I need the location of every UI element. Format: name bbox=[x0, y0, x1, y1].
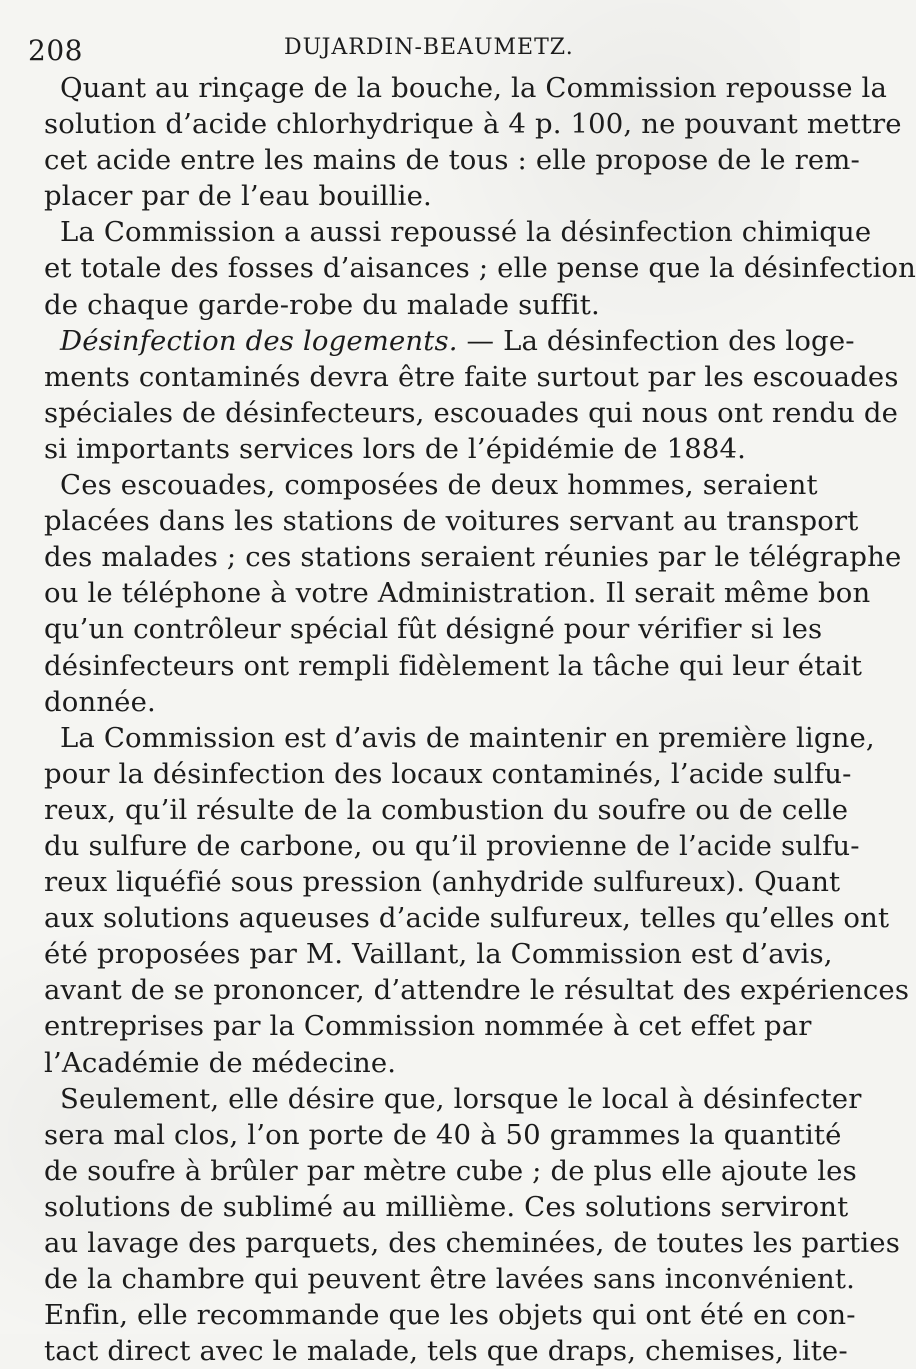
text-line: placer par de l’eau bouillie. bbox=[44, 180, 432, 213]
text-line: de soufre à brûler par mètre cube ; de plus elle ajoute les bbox=[44, 1154, 857, 1187]
text-line: tact direct avec le malade, tels que draps, chemises, lite- bbox=[44, 1335, 848, 1368]
text-line: Quant au rinçage de la bouche, la Commission repousse la bbox=[60, 72, 887, 104]
text-line: reux, qu’il résulte de la combustion du soufre ou de celle bbox=[44, 793, 849, 826]
text-line: La Commission est d’avis de maintenir en première ligne, bbox=[60, 721, 875, 754]
text-line: l’Académie de médecine. bbox=[44, 1046, 397, 1079]
text-line: ou le téléphone à votre Administration. Il serait même bon bbox=[44, 577, 871, 610]
text-line: pour la désinfection des locaux contaminés, l’acide sulfu- bbox=[44, 757, 852, 790]
text-line: qu’un contrôleur spécial fût désigné pour vérifier si les bbox=[44, 613, 823, 646]
text-line: placées dans les stations de voitures servant au transport bbox=[44, 505, 859, 538]
text-line: La Commission a aussi repoussé la désinfection chimique bbox=[60, 216, 872, 249]
running-head: DUJARDIN-BEAUMETZ. bbox=[284, 35, 574, 60]
text-line: Enfin, elle recommande que les objets qui ont été en con- bbox=[44, 1299, 856, 1332]
text-line: Seulement, elle désire que, lorsque le local à désinfecter bbox=[60, 1082, 862, 1115]
text-line: été proposées par M. Vaillant, la Commission est d’avis, bbox=[44, 938, 833, 971]
page-header bbox=[28, 28, 768, 68]
text-line: et totale des fosses d’aisances ; elle pense que la désinfection bbox=[44, 252, 916, 285]
text-line: Ces escouades, composées de deux hommes, seraient bbox=[60, 469, 818, 502]
text-line: solution d’acide chlorhydrique à 4 p. 100, ne pouvant mettre bbox=[44, 108, 902, 141]
text-line: avant de se prononcer, d’attendre le résultat des expériences bbox=[44, 974, 910, 1007]
section-heading-line bbox=[44, 323, 855, 359]
body-text bbox=[44, 70, 916, 1369]
text-line: aux solutions aqueuses d’acide sulfureux, telles qu’elles ont bbox=[44, 902, 890, 935]
section-heading-rest: — La désinfection des loge- bbox=[457, 324, 855, 357]
text-line: sera mal clos, l’on porte de 40 à 50 grammes la quantité bbox=[44, 1118, 842, 1151]
text-line: de la chambre qui peuvent être lavées sans inconvénient. bbox=[44, 1263, 856, 1296]
text-line: des malades ; ces stations seraient réunies par le télégraphe bbox=[44, 541, 902, 574]
text-line: ments contaminés devra être faite surtout par les escouades bbox=[44, 360, 899, 393]
text-line: reux liquéfié sous pression (anhydride sulfureux). Quant bbox=[44, 866, 841, 899]
text-line: solutions de sublimé au millième. Ces solutions serviront bbox=[44, 1190, 849, 1223]
text-line: de chaque garde-robe du malade suffit. bbox=[44, 288, 600, 321]
page-number: 208 bbox=[28, 34, 83, 67]
text-line: du sulfure de carbone, ou qu’il provienne de l’acide sulfu- bbox=[44, 829, 860, 862]
text-line: au lavage des parquets, des cheminées, de toutes les parties bbox=[44, 1227, 900, 1259]
text-line: donnée. bbox=[44, 685, 156, 718]
text-line: désinfecteurs ont rempli fidèlement la tâche qui leur était bbox=[44, 649, 863, 682]
section-heading: Désinfection des logements. bbox=[60, 324, 458, 357]
text-line: cet acide entre les mains de tous : elle propose de le rem- bbox=[44, 144, 860, 177]
text-line: entreprises par la Commission nommée à cet effet par bbox=[44, 1010, 812, 1043]
text-line: si importants services lors de l’épidémie de 1884. bbox=[44, 432, 747, 465]
text-line: spéciales de désinfecteurs, escouades qui nous ont rendu de bbox=[44, 396, 899, 429]
